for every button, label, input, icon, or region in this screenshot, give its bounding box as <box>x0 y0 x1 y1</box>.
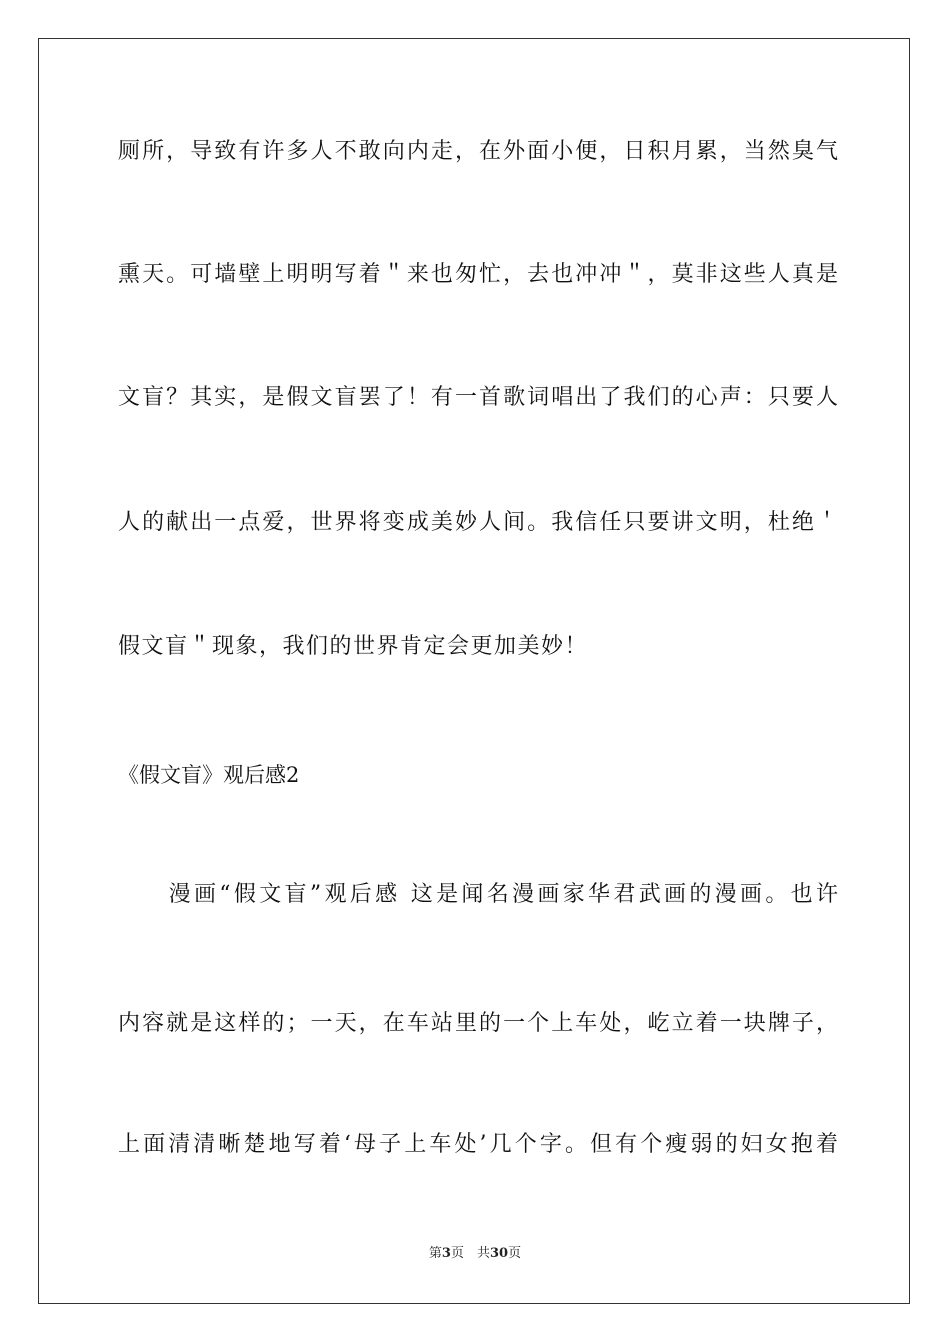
footer-suffix: 页 <box>508 1246 522 1261</box>
body-line-3: 文盲？其实，是假文盲罢了！有一首歌词唱出了我们的心声：只要人 <box>118 385 838 410</box>
page-footer <box>0 1246 950 1262</box>
footer-prefix: 第 <box>428 1246 442 1261</box>
body-line-1: 厕所，导致有许多人不敢向内走，在外面小便，日积月累，当然臭气 <box>118 139 838 164</box>
body-line-2: 熏天。可墙壁上明明写着＂来也匆忙，去也冲冲＂，莫非这些人真是 <box>118 262 838 287</box>
body2-line-1: 漫画“假文盲”观后感 这是闻名漫画家华君武画的漫画。也许 <box>118 882 838 907</box>
body-line-5: 假文盲＂现象，我们的世界肯定会更加美妙！ <box>118 634 589 659</box>
footer-middle: 页 共 <box>450 1246 490 1261</box>
footer-total-pages: 30 <box>489 1246 509 1261</box>
section-heading: 《假文盲》观后感2 <box>118 763 300 787</box>
body2-line-3: 上面清清晰楚地写着‘母子上车处’几个字。但有个瘦弱的妇女抱着 <box>118 1132 838 1157</box>
footer-page-number: 3 <box>441 1246 451 1261</box>
body-line-4: 人的献出一点爱，世界将变成美妙人间。我信任只要讲文明，杜绝＇ <box>118 510 838 535</box>
page-border <box>38 38 910 1304</box>
body2-line-2: 内容就是这样的；一天，在车站里的一个上车处，屹立着一块牌子， <box>118 1011 838 1036</box>
